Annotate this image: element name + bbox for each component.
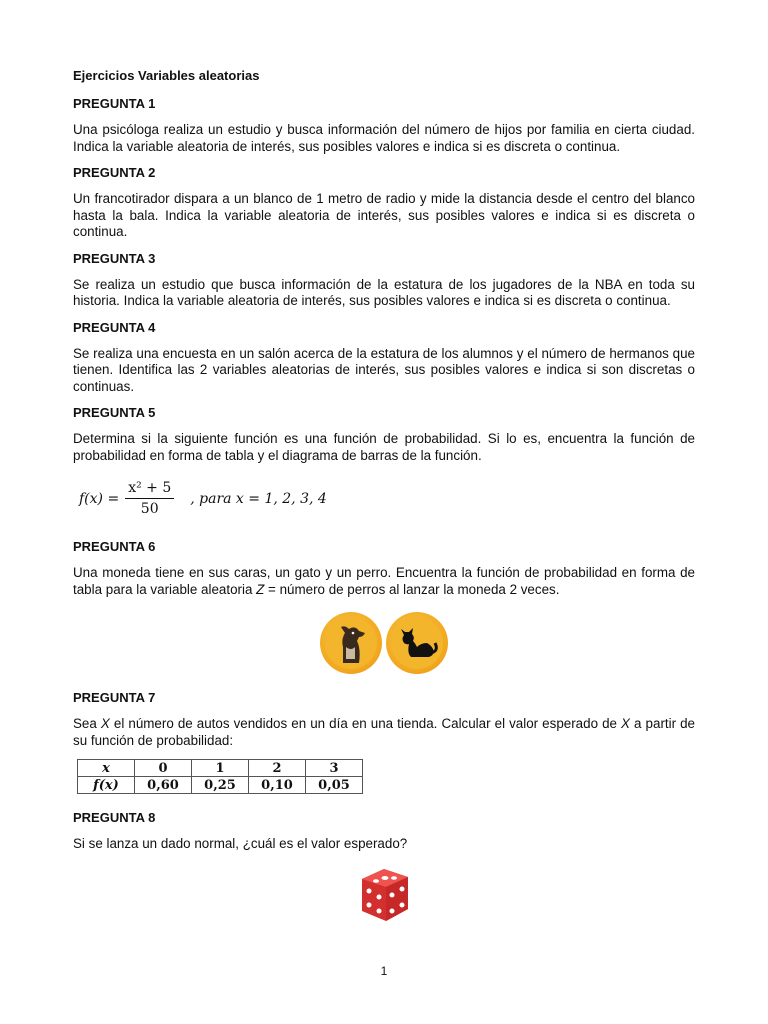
question-text: Una psicóloga realiza un estudio y busca información del número de hijos por familia en cierta ciudad. Indica la variable aleatoria de interés, sus posibles valores e indica si es discreta o continua. <box>73 122 695 154</box>
table-row <box>78 777 363 794</box>
question-2 <box>73 165 695 241</box>
dice-icon <box>354 865 414 925</box>
probability-formula <box>79 480 695 517</box>
question-text: Se realiza un estudio que busca información de la estatura de los jugadores de la NBA en toda su historia. Indica la variable aleatoria de interés, sus posibles valores e indica si es discreta o continua. <box>73 276 695 308</box>
cat-coin-icon <box>386 612 448 674</box>
question-5 <box>73 405 695 517</box>
page-number: 1 <box>380 964 388 978</box>
document-title: Ejercicios Variables aleatorias <box>73 68 260 83</box>
formula-fraction <box>125 480 174 517</box>
table-cell: 0,25 <box>192 777 249 794</box>
table-cell: 0,05 <box>306 777 363 794</box>
question-heading: PREGUNTA 7 <box>73 690 156 705</box>
question-heading: PREGUNTA 4 <box>73 319 156 335</box>
question-text <box>73 565 695 598</box>
table-cell: 2 <box>249 760 306 777</box>
question-8 <box>73 810 695 925</box>
question-text <box>73 716 695 749</box>
variable-x: X <box>100 716 110 731</box>
probability-table <box>77 759 363 794</box>
dog-coin-icon <box>320 612 382 674</box>
table-header-x: x <box>78 760 135 777</box>
table-cell: 0,60 <box>135 777 192 794</box>
question-1 <box>73 96 695 155</box>
question-4 <box>73 320 695 396</box>
formula-denominator: 50 <box>140 501 159 517</box>
question-heading: PREGUNTA 3 <box>73 250 156 266</box>
table-row <box>78 760 363 777</box>
document-page <box>73 68 695 925</box>
question-text: Se realiza una encuesta en un salón acerca de la estatura de los alumnos y el número de hermanos que tienen. Identifica las 2 variables aleatorias de interés, sus posibles valores e indica si son discretas o continuas. <box>73 345 695 394</box>
table-cell: 0 <box>135 760 192 777</box>
table-cell: 3 <box>306 760 363 777</box>
text-segment: el número de autos vendidos en un día en una tienda. Calcular el valor esperado de <box>109 716 622 731</box>
question-heading: PREGUNTA 1 <box>73 96 156 111</box>
question-heading: PREGUNTA 2 <box>73 165 156 180</box>
question-6 <box>73 539 695 674</box>
table-cell: 1 <box>192 760 249 777</box>
table-cell: 0,10 <box>249 777 306 794</box>
text-segment: Una moneda tiene en sus caras, un gato y un perro. Encuentra la función de probabilidad en forma de tabla para la variable aleatoria <box>73 565 695 597</box>
variable-x: X <box>621 716 630 731</box>
question-heading: PREGUNTA 6 <box>73 539 156 554</box>
question-heading: PREGUNTA 5 <box>73 405 156 420</box>
question-heading: PREGUNTA 8 <box>73 810 156 825</box>
table-header-fx: f(x) <box>78 777 135 794</box>
formula-condition: , para x = 1, 2, 3, 4 <box>190 490 327 507</box>
question-text: Un francotirador dispara a un blanco de 1 metro de radio y mide la distancia desde el centro del blanco hasta la bala. Indica la variable aleatoria de interés, sus posibles valores e indica si es discreta o continua. <box>73 191 695 239</box>
variable-z: Z <box>256 581 265 597</box>
question-7 <box>73 690 695 794</box>
question-3 <box>73 251 695 310</box>
text-segment: = número de perros al lanzar la moneda 2 veces. <box>264 581 560 597</box>
text-segment: Sea <box>73 716 101 731</box>
formula-lhs: f(x) = <box>79 490 120 507</box>
coin-images <box>73 612 695 674</box>
question-text: Si se lanza un dado normal, ¿cuál es el valor esperado? <box>73 836 408 851</box>
dice-image <box>73 865 695 925</box>
formula-numerator: x² + 5 <box>125 480 174 499</box>
text-segment: a partir de su función de probabilidad: <box>73 716 696 748</box>
question-text: Determina si la siguiente función es una función de probabilidad. Si lo es, encuentra la función de probabilidad en forma de tabla y el diagrama de barras de la función. <box>73 431 695 463</box>
